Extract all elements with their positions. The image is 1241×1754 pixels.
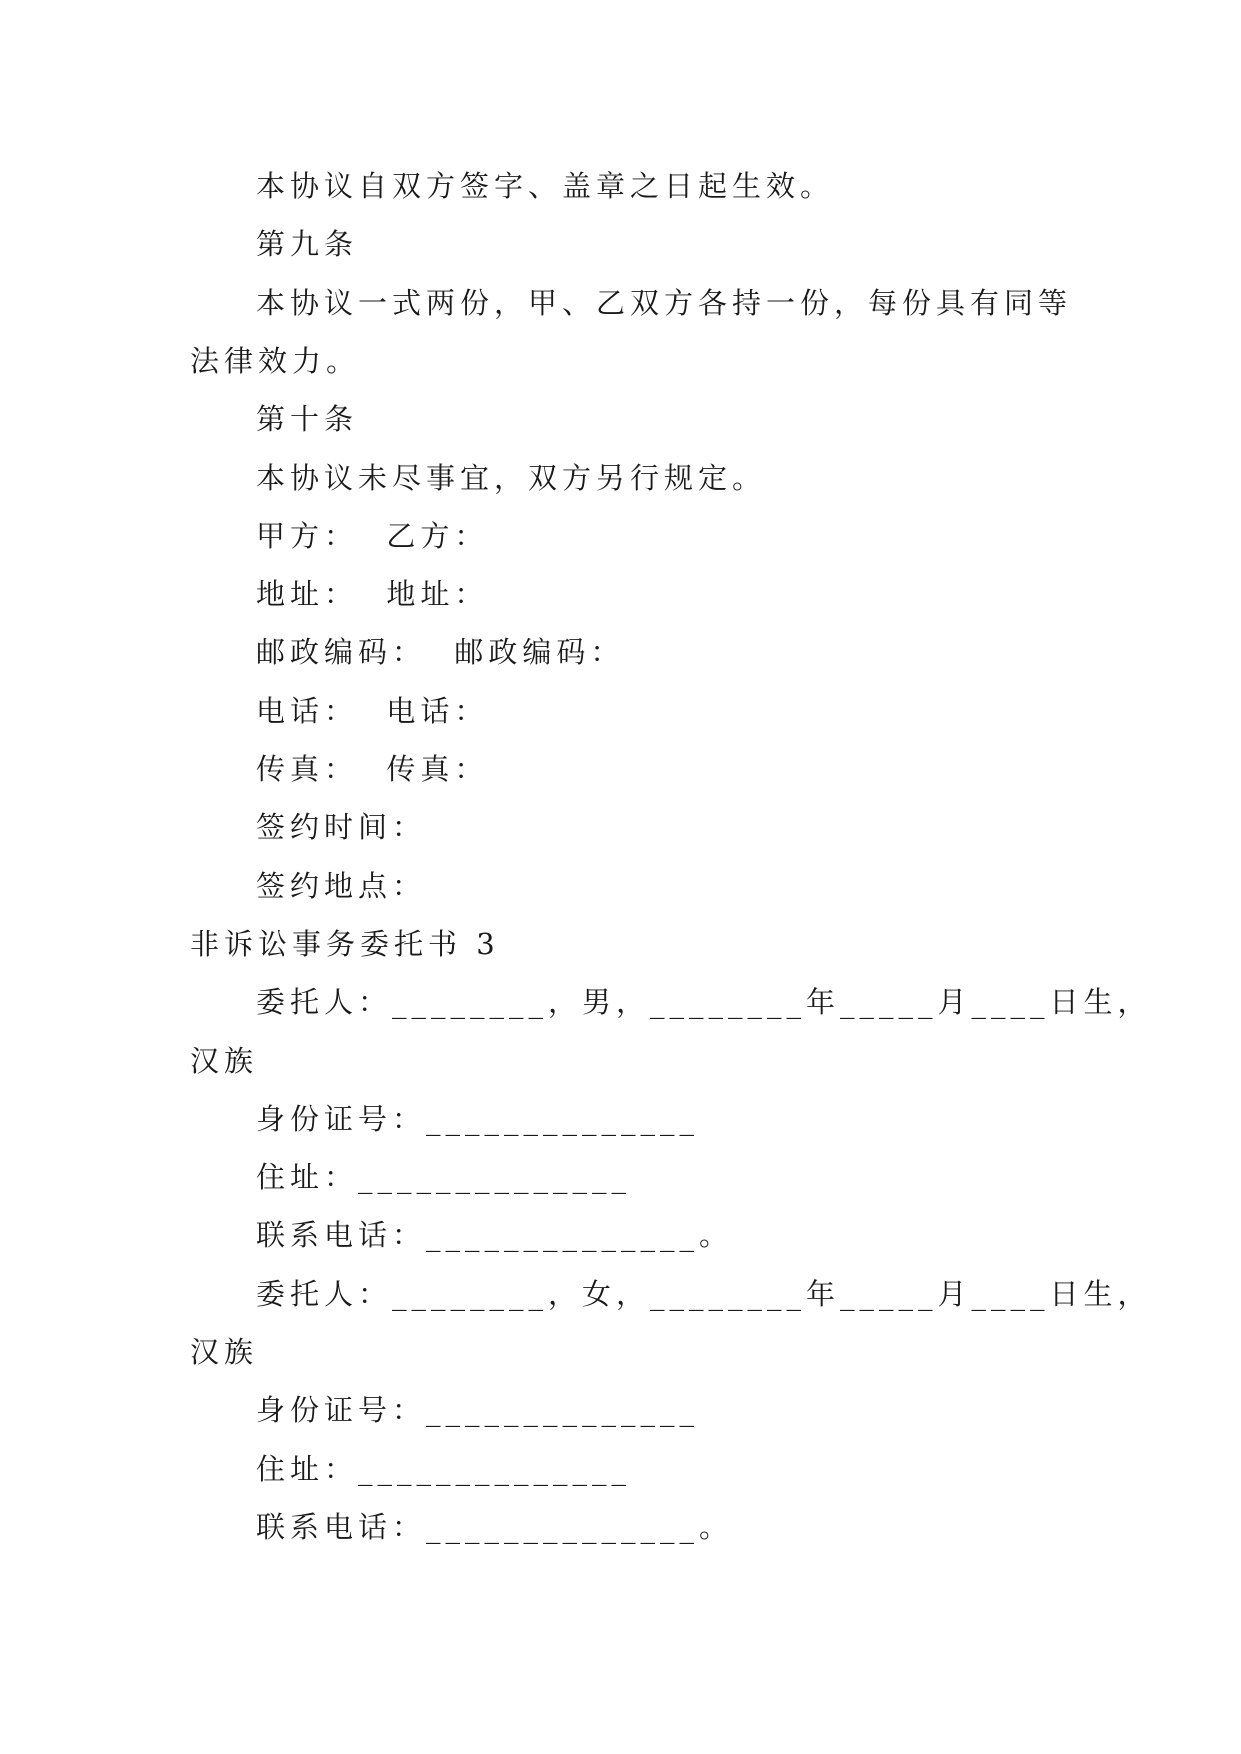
text-line: 身份证号：______________: [256, 1102, 700, 1136]
text-line: 本协议一式两份，甲、乙双方各持一份，每份具有同等: [256, 286, 1073, 320]
text-line: 签约时间：: [256, 810, 427, 844]
text-line: 本协议自双方签字、盖章之日起生效。: [256, 169, 835, 203]
text-line: 传真： 传真：: [256, 752, 489, 786]
text-line: 法律效力。: [190, 344, 361, 378]
text-line: 委托人：________，男，________年_____月____日生，: [256, 985, 1152, 1019]
text-line: 住址：______________: [256, 1452, 632, 1486]
text-line: 非诉讼事务委托书 3: [190, 927, 500, 961]
text-line: 电话： 电话：: [256, 694, 489, 728]
text-line: 汉族: [190, 1335, 259, 1369]
text-line: 联系电话：______________。: [256, 1510, 734, 1544]
text-line: 第十条: [256, 402, 359, 436]
text-line: 委托人：________，女，________年_____月____日生，: [256, 1277, 1152, 1311]
text-line: 本协议未尽事宜，双方另行规定。: [256, 461, 767, 495]
text-line: 住址：______________: [256, 1160, 632, 1194]
text-line: 签约地点：: [256, 869, 427, 903]
text-line: 地址： 地址：: [256, 577, 489, 611]
text-line: 甲方： 乙方：: [256, 519, 489, 553]
text-line: 邮政编码： 邮政编码：: [256, 635, 625, 669]
text-line: 联系电话：______________。: [256, 1218, 734, 1252]
text-line: 身份证号：______________: [256, 1393, 700, 1427]
text-line: 第九条: [256, 227, 359, 261]
text-line: 汉族: [190, 1044, 259, 1078]
